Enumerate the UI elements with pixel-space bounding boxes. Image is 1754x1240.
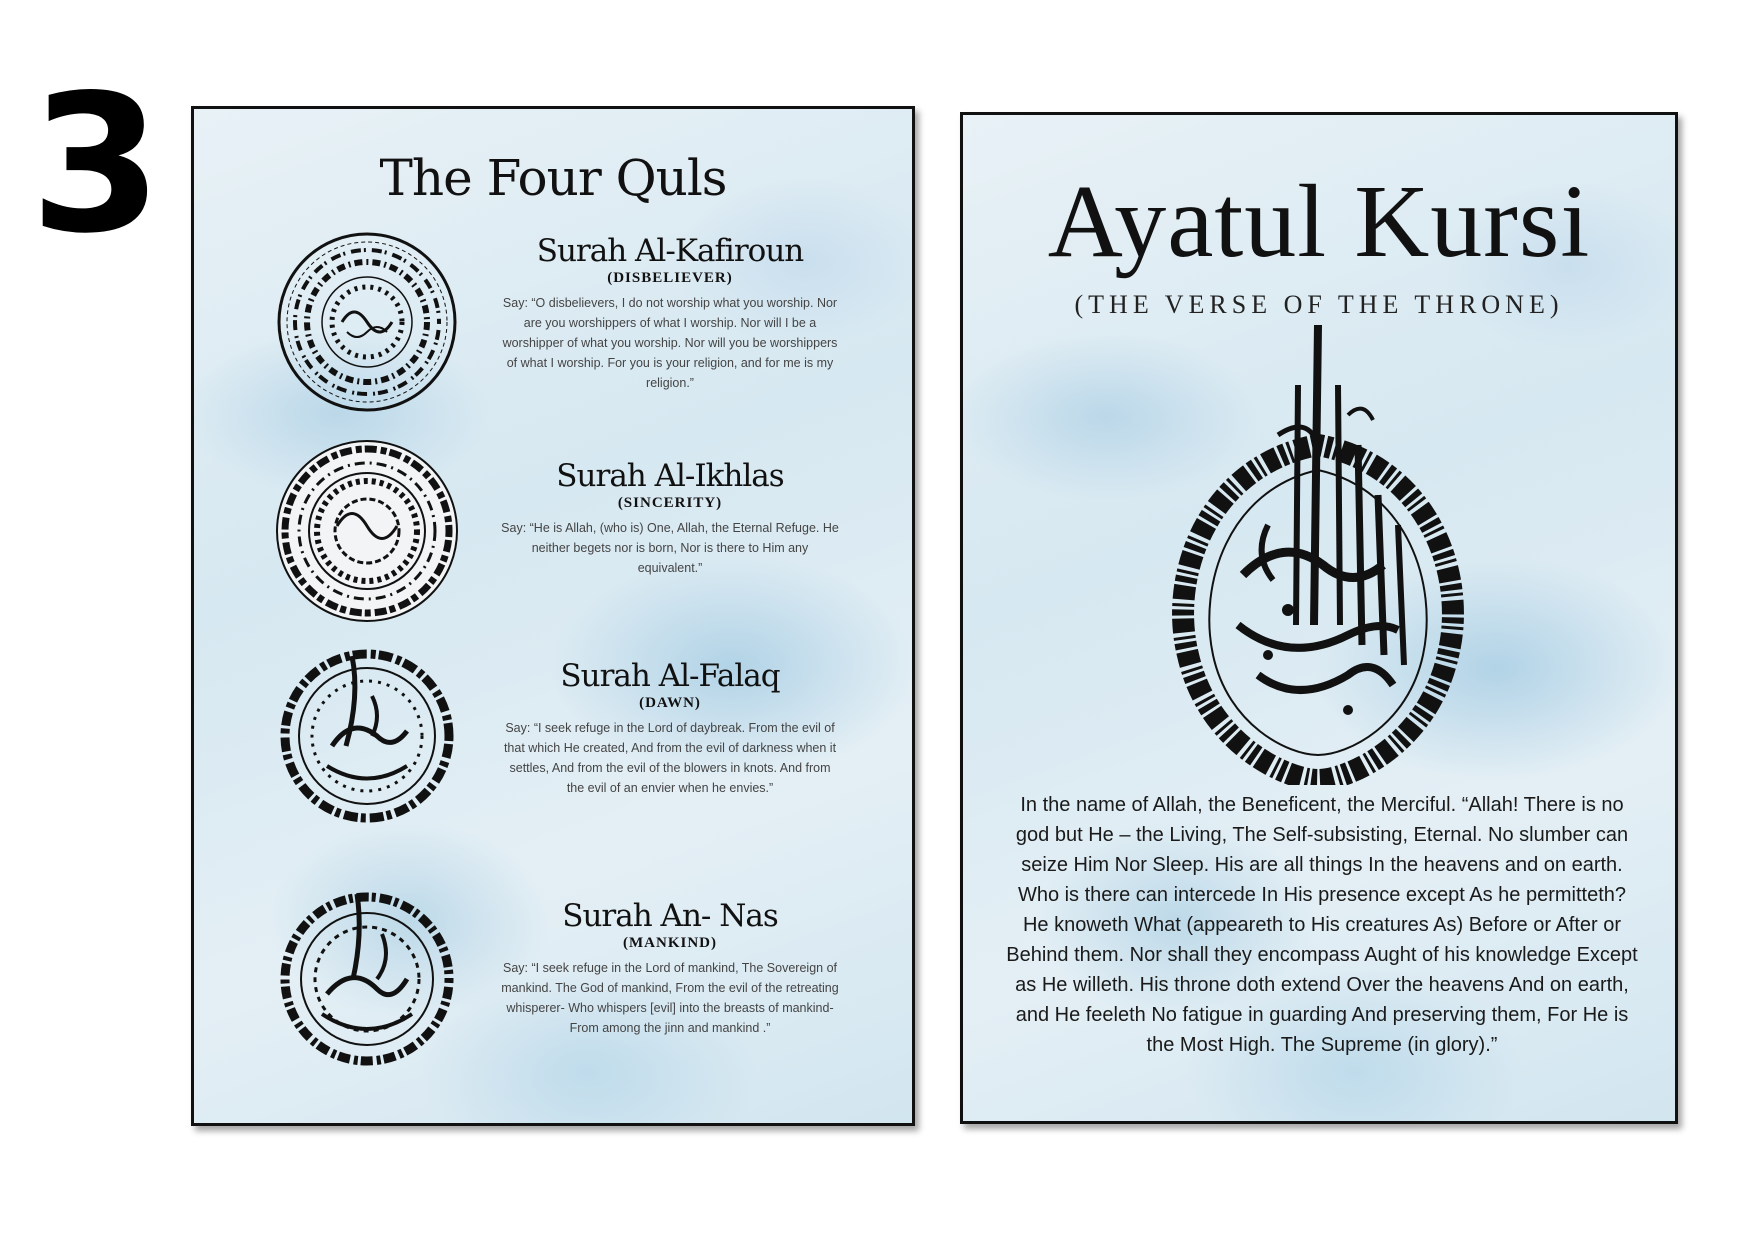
ayatul-kursi-translation: In the name of Allah, the Beneficent, the Merciful. “Allah! There is no god but He – the Living, The Self-subsisting, Eternal. No slumber can seize Him Nor Sleep. His are all things In the heavens and on earth. Who is there can intercede In His presence except As he permitteth? He knoweth What (appeareth to His creatures As) Before or After or Behind them. Nor shall they encompass Aught of his knowledge Except as He willeth. His throne doth extend Over the heavens And on earth, and He feeleth No fatigue in guarding And preserving them, For He is the Most High. The Supreme (in glory).” [1006,794,1638,1056]
surah-block [500,234,840,393]
poster-title: The Four Quls [379,149,727,207]
surah-subtitle: (DISBELIEVER) [607,270,733,287]
surah-block [500,899,840,1038]
surah-subtitle: (MANKIND) [623,935,717,952]
ayatul-kursi-calligraphy-icon [1148,325,1488,785]
surah-translation: Say: “I seek refuge in the Lord of daybreak. From the evil of that which He created, And from the evil of darkness when it settles, And from the evil of the blowers in knots. And from the evil of an envier when he envies.” [503,721,837,796]
calligraphy-medallion-icon [272,227,462,417]
surah-block [500,659,840,798]
poster-title: Ayatul Kursi [1047,164,1591,279]
calligraphy-medallion-icon [272,636,462,826]
surah-subtitle: (DAWN) [639,695,701,712]
surah-translation: Say: “O disbelievers, I do not worship what you worship. Nor are you worshippers of what I worship. Nor will I be a worshipper of what you worship. Nor will you be worshippers of what I worship. For you is your religion, and for me is my religion.” [502,296,838,391]
poster-subtitle: (THE VERSE OF THE THRONE) [1074,290,1564,319]
surah-name: Surah Al-Kafiroun [536,233,804,269]
surah-subtitle: (SINCERITY) [617,495,723,512]
surah-name: Surah Al-Ikhlas [556,458,784,494]
surah-translation: Say: “I seek refuge in the Lord of mankind, The Sovereign of mankind. The God of mankind, From the evil of the retreating whisperer- Who whispers [evil] into the breasts of mankind- From among the jinn and mankind .” [501,961,839,1036]
item-number: 3 [30,54,163,275]
surah-translation: Say: “He is Allah, (who is) One, Allah, the Eternal Refuge. He neither begets nor is born, Nor is there to Him any equivalent.” [501,521,839,576]
ayatul-kursi-poster [960,112,1678,1124]
surah-name: Surah Al-Falaq [560,658,780,694]
surah-block [500,459,840,578]
surah-name: Surah An- Nas [562,898,778,934]
calligraphy-medallion-icon [272,879,462,1069]
calligraphy-medallion-icon [272,436,462,626]
four-quls-poster [191,106,915,1126]
